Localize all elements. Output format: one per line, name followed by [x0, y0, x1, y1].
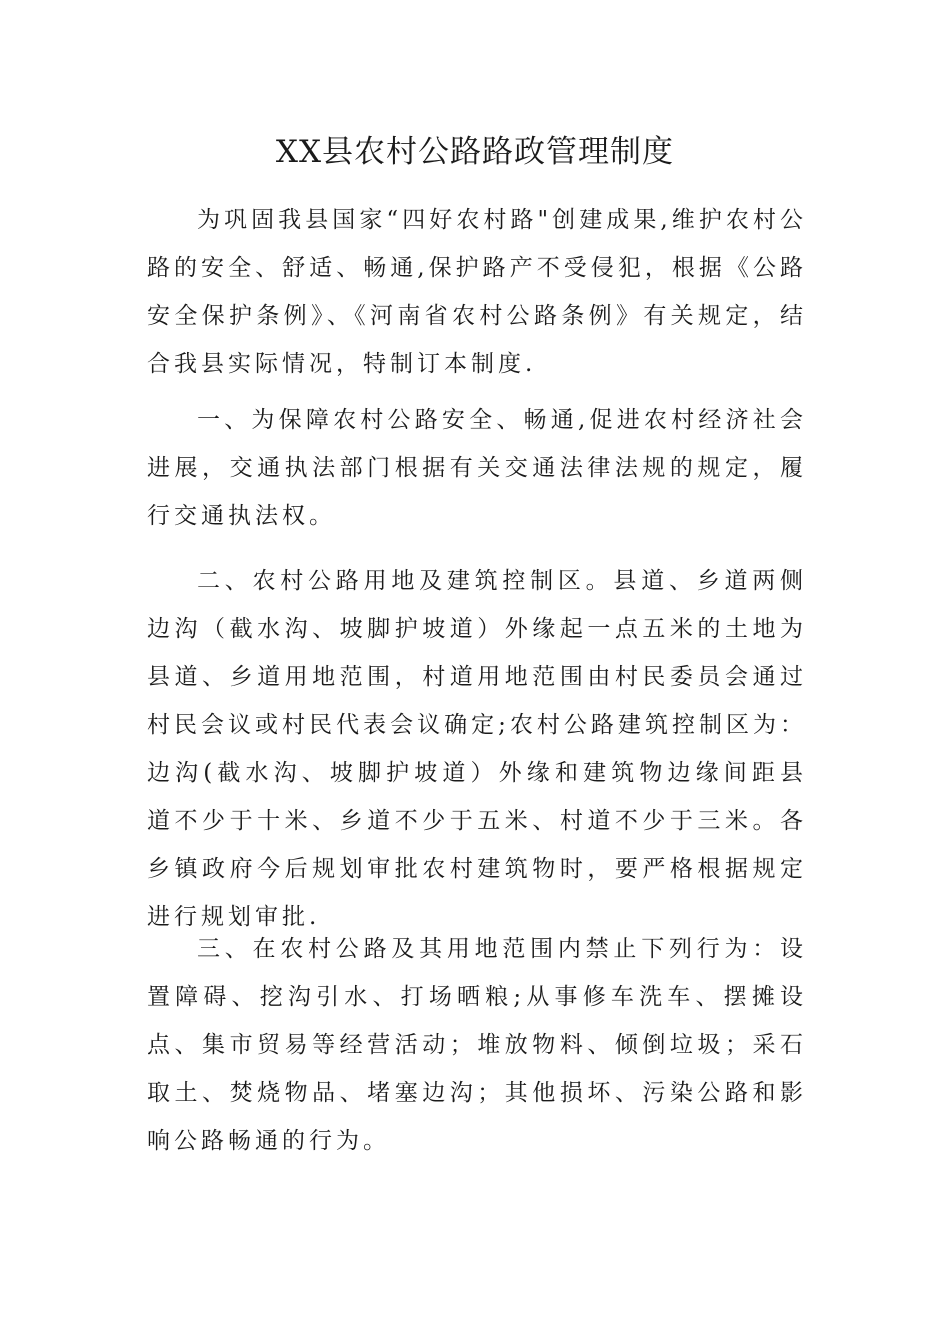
paragraph-section-3: 三、在农村公路及其用地范围内禁止下列行为：设置障碍、挖沟引水、打场晒粮;从事修车洗车、摆摊设点、集市贸易等经营活动；堆放物料、倾倒垃圾；采石取土、焚烧物品、堵塞边沟；其他损坏、污染公路和影响公路畅通的行为。	[147, 936, 807, 1154]
paragraph-intro: 为巩固我县国家“四好农村路"创建成果,维护农村公路的安全、舒适、畅通,保护路产不受侵犯，根据《公路安全保护条例》、《河南省农村公路条例》有关规定，结合我县实际情况，特制订本制度.	[147, 207, 807, 377]
paragraph-section-1: 一、为保障农村公路安全、畅通,促进农村经济社会进展，交通执法部门根据有关交通法律法规的规定，履行交通执法权。	[147, 407, 807, 529]
document-title: XX县农村公路路政管理制度	[275, 134, 675, 170]
paragraph-section-2: 二、农村公路用地及建筑控制区。县道、乡道两侧边沟（截水沟、坡脚护坡道）外缘起一点五米的土地为县道、乡道用地范围，村道用地范围由村民委员会通过村民会议或村民代表会议确定;农村公路建筑控制区为：边沟(截水沟、坡脚护坡道）外缘和建筑物边缘间距县道不少于十米、乡道不少于五米、村道不少于三米。各乡镇政府今后规划审批农村建筑物时，要严格根据规定进行规划审批.	[147, 568, 807, 930]
